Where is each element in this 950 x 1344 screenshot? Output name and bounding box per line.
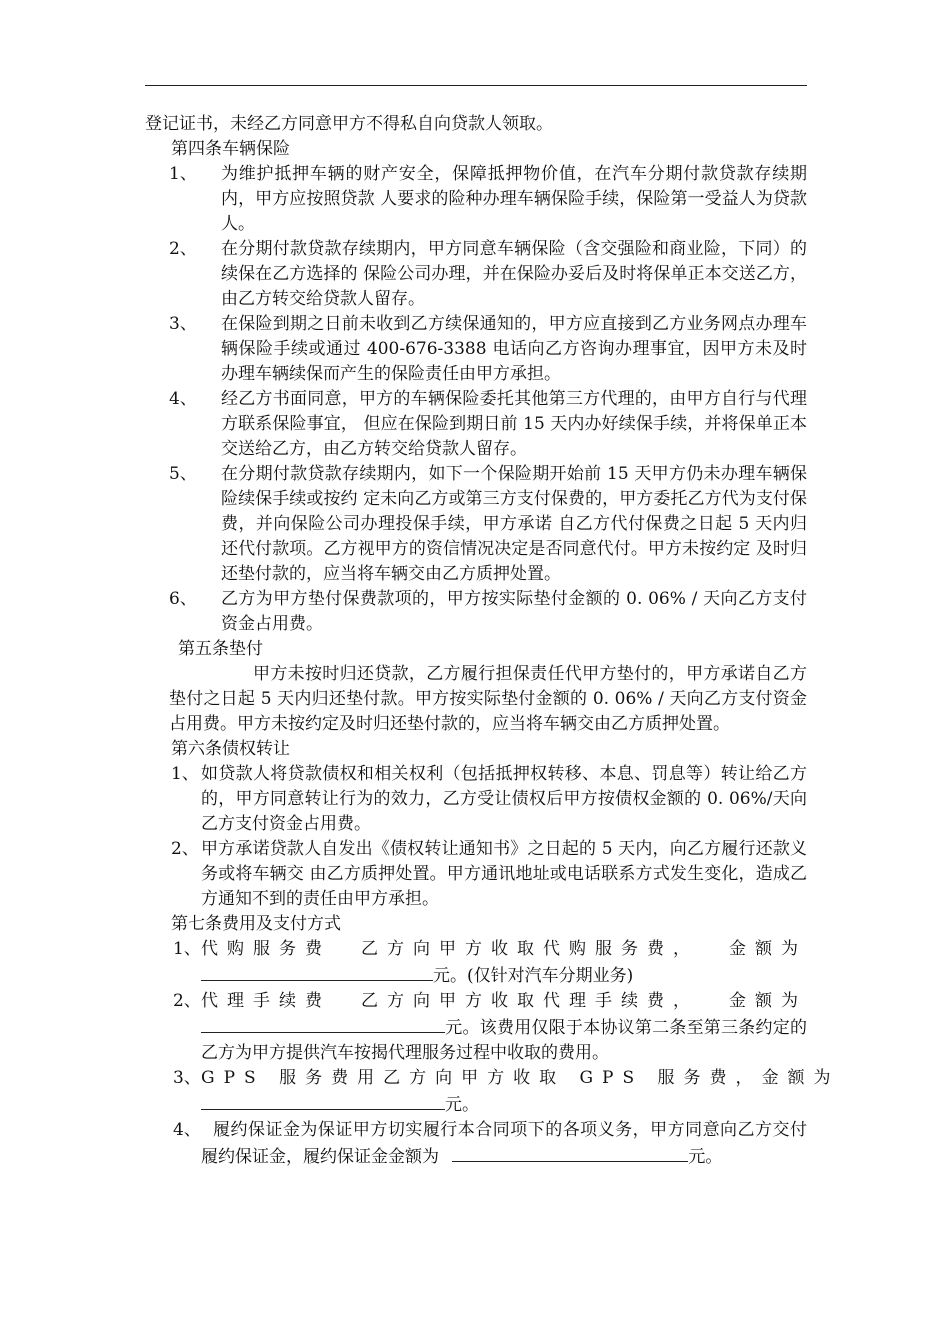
article7-title: 第七条费用及支付方式 [171, 914, 341, 934]
article4-item [145, 587, 807, 637]
item-text: 为维护抵押车辆的财产安全，保障抵押物价值，在汽车分期付款贷款存续期内，甲方应按照贷款 人要求的险种办理车辆保险手续，保险第一受益人为贷款人。 [221, 164, 807, 234]
item-number: 1、 [171, 764, 199, 784]
item-text: 乙方为甲方垫付保费款项的，甲方按实际垫付金额的 0. 06% / 天向乙方支付资金占用费。 [221, 589, 807, 634]
fee-name: 代理手续费 [201, 991, 331, 1011]
fee-amount-label: 金额为 [761, 1068, 840, 1088]
item-number: 4、 [169, 389, 197, 409]
fee-row [201, 937, 807, 962]
item-text: 甲方承诺贷款人自发出《债权转让通知书》之日起的 5 天内，向乙方履行还款义务或将车辆交 由乙方质押处置。甲方通讯地址或电话联系方式发生变化，造成乙方通知不到的责任由甲方承担。 [201, 839, 807, 909]
item-text: 在分期付款贷款存续期内，如下一个保险期开始前 15 天甲方仍未办理车辆保险续保手续或按约 定未向乙方或第三方支付保费的，甲方委托乙方代为支付保费，并向保险公司办理投保手续，甲方承诺 自乙方代付保费之日起 5 天内归还代付款项。乙方视甲方的资信情况决定是否同意代付。甲方未按约定 及时归还垫付款的，应当将车辆交由乙方质押处置。 [221, 464, 807, 584]
item-text: 如贷款人将贷款债权和相关权利（包括抵押权转移、本息、罚息等）转让给乙方的，甲方同意转让行为的效力，乙方受让债权后甲方按债权金额的 0. 06%/天向乙方支付资金占用费。 [201, 764, 807, 834]
fee-desc: 乙方向甲方收取 GPS 服务费， [383, 1068, 762, 1088]
article4-title: 第四条车辆保险 [171, 139, 290, 159]
article5-paragraph: 甲方未按时归还贷款，乙方履行担保责任代甲方垫付的，甲方承诺自乙方垫付之日起 5 天内归还垫付款。甲方按实际垫付金额的 0. 06% / 天向乙方支付资金占用费。甲方未按约定及时归还垫付款的，应当将车辆交由乙方质押处置。 [169, 664, 807, 734]
lead-line: 登记证书，未经乙方同意甲方不得私自向贷款人领取。 [145, 114, 553, 134]
amount-blank[interactable] [452, 1143, 688, 1162]
fee-item-purchase [145, 937, 807, 989]
amount-blank[interactable] [201, 1091, 445, 1110]
fee-item-gps [145, 1066, 840, 1118]
item-text: 经乙方书面同意，甲方的车辆保险委托其他第三方代理的，由甲方自行与代理方联系保险事宜， 但应在保险到期日前 15 天内办好续保手续，并将保单正本交送给乙方，由乙方转交给贷款人留存。 [221, 389, 807, 459]
item-number: 3、 [173, 1068, 201, 1088]
fee-amount-label: 金额为 [729, 939, 807, 959]
fee-tail: 元。 [445, 1095, 479, 1115]
fee-tail: 元。该费用仅限于本协议第二条至第三条约定的乙方为甲方提供汽车按揭代理服务过程中收取的费用。 [201, 1018, 807, 1063]
fee-amount-label: 金额为 [729, 991, 807, 1011]
item-number: 1、 [169, 164, 197, 184]
amount-blank[interactable] [201, 1014, 445, 1033]
article5-title: 第五条垫付 [178, 639, 263, 659]
item-text: 履约保证金为保证甲方切实履行本合同项下的各项义务，甲方同意向乙方交付履约保证金，履约保证金金额为 [201, 1120, 807, 1167]
header-rule [145, 85, 807, 86]
amount-blank[interactable] [201, 962, 433, 981]
article6-item [145, 837, 807, 912]
fee-row [201, 1066, 840, 1091]
document-body [145, 112, 840, 1170]
article4-item [145, 162, 807, 237]
item-text: 在保险到期之日前未收到乙方续保通知的，甲方应直接到乙方业务网点办理车辆保险手续或通过 400-676-3388 电话向乙方咨询办理事宜，因甲方未及时办理车辆续保而产生的保险责任由甲方承担。 [221, 314, 807, 384]
fee-desc: 乙方向甲方收取代理手续费， [361, 991, 699, 1011]
item-text: 在分期付款贷款存续期内，甲方同意车辆保险（含交强险和商业险，下同）的续保在乙方选择的 保险公司办理，并在保险办妥后及时将保单正本交送乙方，由乙方转交给贷款人留存。 [221, 239, 807, 309]
fee-second-line [201, 962, 807, 989]
item-number: 5、 [169, 464, 197, 484]
article4-item [145, 312, 807, 387]
article4-item [145, 462, 807, 587]
fee-name: GPS 服务费用 [201, 1068, 384, 1088]
item-number: 1、 [173, 939, 201, 959]
article4-item [145, 387, 807, 462]
fee-name: 代购服务费 [201, 939, 331, 959]
fee-row [201, 989, 807, 1014]
fee-item-agency [145, 989, 807, 1066]
article6-title: 第六条债权转让 [171, 739, 290, 759]
item-number: 3、 [169, 314, 197, 334]
item-number: 2、 [173, 991, 201, 1011]
fee-tail: 元。(仅针对汽车分期业务) [433, 966, 634, 986]
item-number: 6、 [169, 589, 197, 609]
fee-item-deposit [145, 1118, 807, 1170]
item-number: 2、 [171, 839, 199, 859]
article4-item [145, 237, 807, 312]
article6-item [145, 762, 807, 837]
fee-tail: 元。 [688, 1147, 723, 1167]
fee-second-line [201, 1091, 807, 1118]
fee-second-line [201, 1014, 807, 1066]
item-number: 2、 [169, 239, 197, 259]
fee-desc: 乙方向甲方收取代购服务费， [361, 939, 699, 959]
item-number: 4、 [173, 1120, 201, 1140]
